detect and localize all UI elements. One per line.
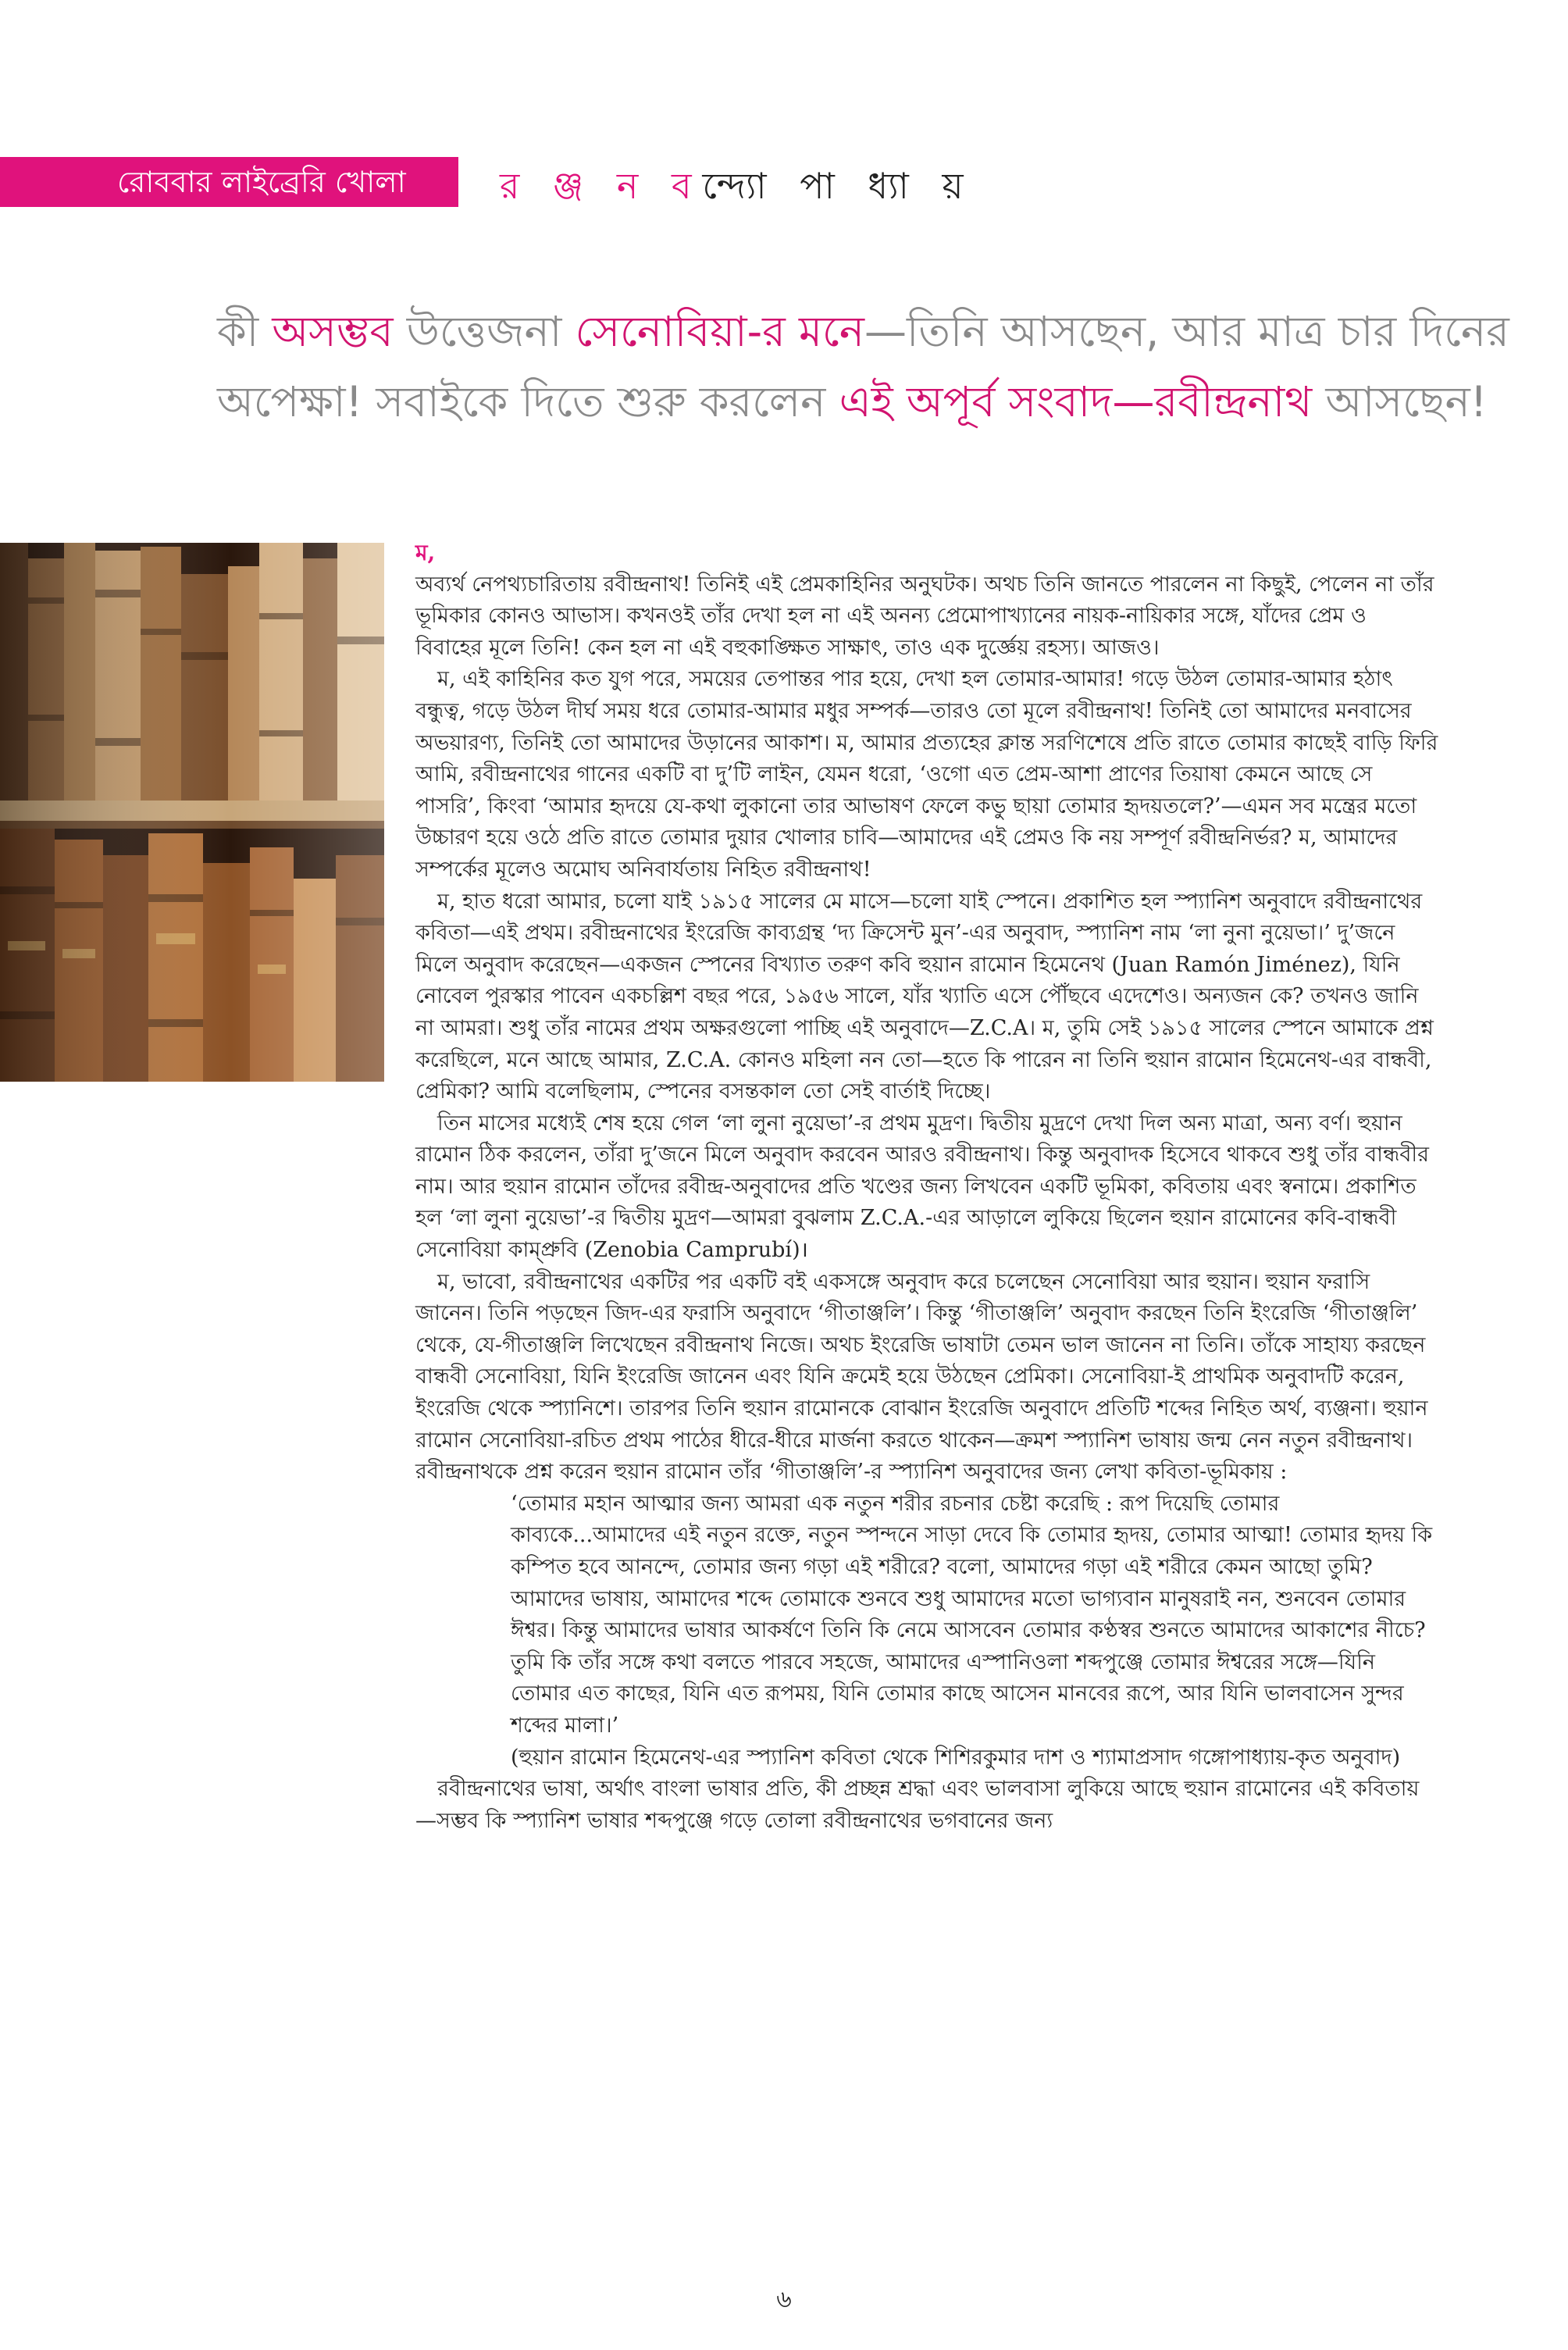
author-name-part1: র ঞ্জ ন — [500, 165, 650, 207]
paragraph: তিন মাসের মধ্যেই শেষ হয়ে গেল ‘লা লুনা নুয়েভা’-র প্রথম মুদ্রণ। দ্বিতীয় মুদ্রণে দেখা দিল অন্য মাত্রা, অন্য বর্ণ। হুয়ান রামোন ঠিক করলেন, তাঁরা দু’জনে মিলে অনুবাদ করবেন আরও রবীন্দ্রনাথ। কিন্তু অনুবাদক হিসেবে থাকবে শুধু তাঁর বান্ধবীর নাম। আর হুয়ান রামোন তাঁদের রবীন্দ্র-অনুবাদের প্রতি খণ্ডের জন্য লিখবেন একটি ভূমিকা, কবিতায় এবং স্বনামে। প্রকাশিত হল ‘লা লুনা নুয়েভা’-র দ্বিতীয় মুদ্রণ—আমরা বুঝলাম Z.C.A.-এর আড়ালে লুকিয়ে ছিলেন হুয়ান রামোনের কবি-বান্ধবী সেনোবিয়া কাম্প্রুবি (Zenobia Camprubí)। — [415, 1111, 1429, 1263]
headline-text: উত্তেজনা — [393, 307, 576, 356]
quote-credit: (হুয়ান রামোন হিমেনেথ-এর স্প্যানিশ কবিতা থেকে শিশিরকুমার দাশ ও শ্যামাপ্রসাদ গঙ্গোপাধ্যায়-কৃত অনুবাদ) — [511, 1745, 1401, 1770]
author-name-part2: ব — [671, 165, 703, 207]
paragraph: ম, ভাবো, রবীন্দ্রনাথের একটির পর একটি বই একসঙ্গে অনুবাদ করে চলেছেন সেনোবিয়া আর হুয়ান। হুয়ান ফরাসি জানেন। তিনি পড়ছেন জিদ-এর ফরাসি অনুবাদে ‘গীতাঞ্জলি’। কিন্তু ‘গীতাঞ্জলি’ অনুবাদ করছেন তিনি ইংরেজি ‘গীতাঞ্জলি’ থেকে, যে-গীতাঞ্জলি লিখেছেন রবীন্দ্রনাথ নিজে। অথচ ইংরেজি ভাষাটা তেমন ভাল জানেন না তিনি। তাঁকে সাহায্য করছেন বান্ধবী সেনোবিয়া, যিনি ইংরেজি জানেন এবং যিনি ক্রমেই হয়ে উঠছেন প্রেমিকা। সেনোবিয়া-ই প্রাথমিক অনুবাদটি করেন, ইংরেজি থেকে স্প্যানিশে। তারপর তিনি হুয়ান রামোনকে বোঝান ইংরেজি অনুবাদে প্রতিটি শব্দের নিহিত অর্থ, ব্যঞ্জনা। হুয়ান রামোন সেনোবিয়া-রচিত প্রথম পাঠের ধীরে-ধীরে মার্জনা করতে থাকেন—ক্রমশ স্প্যানিশ ভাষায় জন্ম নেন নতুন রবীন্দ্রনাথ। — [415, 1269, 1428, 1453]
paragraph: রবীন্দ্রনাথের ভাষা, অর্থাৎ বাংলা ভাষার প্রতি, কী প্রচ্ছন্ন শ্রদ্ধা এবং ভালবাসা লুকিয়ে আছে হুয়ান রামোনের এই কবিতায়—সম্ভব কি স্প্যানিশ ভাষার শব্দপুঞ্জে গড়ে তোলা রবীন্দ্রনাথের ভগবানের জন্য — [415, 1777, 1420, 1833]
headline-highlight: অসম্ভব — [272, 307, 394, 356]
poem-quote: ‘তোমার মহান আত্মার জন্য আমরা এক নতুন শরীর রচনার চেষ্টা করেছি : রূপ দিয়েছি তোমার কাব্যকে...আমাদের এই নতুন রক্তে, নতুন স্পন্দনে সাড়া দেবে কি তোমার হৃদয়, তোমার আত্মা! তোমার হৃদয় কি কম্পিত হবে আনন্দে, তোমার জন্য গড়া এই শরীরে? বলো, আমাদের গড়া এই শরীরে কেমন আছো তুমি? আমাদের ভাষায়, আমাদের শব্দে তোমাকে শুনবে শুধু আমাদের মতো ভাগ্যবান মানুষরাই নন, শুনবেন তোমার ঈশ্বর। কিন্তু আমাদের ভাষার আকর্ষণে তিনি কি নেমে আসবেন তোমার কণ্ঠস্বর শুনতে আমাদের আকাশের নীচে? তুমি কি তাঁর সঙ্গে কথা বলতে পারবে সহজে, আমাদের এস্পানিওলা শব্দপুঞ্জে তোমার ঈশ্বরের সঙ্গে—যিনি তোমার এত কাছের, যিনি এত রূপময়, যিনি তোমার কাছে আসেন মানবের রূপে, আর যিনি ভালবাসেন সুন্দর শব্দের মালা।’ — [511, 1491, 1433, 1738]
headline-highlight: এই অপূর্ব সংবাদ—রবীন্দ্রনাথ — [839, 377, 1313, 426]
old-books-photo — [0, 543, 384, 1082]
salutation: ম, — [415, 540, 436, 565]
paragraph: ম, এই কাহিনির কত যুগ পরে, সময়ের তেপান্তর পার হয়ে, দেখা হল তোমার-আমার! গড়ে উঠল তোমার-আমার হঠাৎ বন্ধুত্ব, গড়ে উঠল দীর্ঘ সময় ধরে তোমার-আমার মধুর সম্পর্ক—তারও তো মূলে রবীন্দ্রনাথ! তিনিই তো আমাদের মনবাসের অভয়ারণ্য, তিনিই তো আমাদের উড়ানের আকাশ। ম, আমার প্রত্যহের ক্লান্ত সরণিশেষে প্রতি রাতে তোমার কাছেই বাড়ি ফিরি আমি, রবীন্দ্রনাথের গানের একটি বা দু’টি লাইন, যেমন ধরো, ‘ওগো এত প্রেম-আশা প্রাণের তিয়াষা কেমনে আছে সে পাসরি’, কিংবা ‘আমার হৃদয়ে যে-কথা লুকানো তার আভাষণ ফেলে কভু ছায়া তোমার হৃদয়তলে?’—এমন সব মন্ত্রের মতো উচ্চারণ হয়ে ওঠে প্রতি রাতে তোমার দুয়ার খোলার চাবি—আমাদের এই প্রেমও কি নয় সম্পূর্ণ রবীন্দ্রনির্ভর? ম, আমাদের সম্পর্কের মূলেও অমোঘ অনিবার্যতায় নিহিত রবীন্দ্রনাথ! — [415, 667, 1438, 882]
headline — [217, 297, 1529, 437]
page-number: ৬ — [776, 2286, 792, 2313]
paragraph: অব্যর্থ নেপথ্যচারিতায় রবীন্দ্রনাথ! তিনিই এই প্রেমকাহিনির অনুঘটক। অথচ তিনি জানতে পারলেন না কিছুই, পেলেন না তাঁর ভূমিকার কোনও আভাস। কখনওই তাঁর দেখা হল না এই অনন্য প্রেমোপাখ্যানের নায়ক-নায়িকার সঙ্গে, যাঁদের প্রেম ও বিবাহের মূলে তিনি! কেন হল না এই বহুকাঙ্ক্ষিত সাক্ষাৎ, তাও এক দুর্জ্ঞেয় রহস্য। আজও। — [415, 572, 1434, 660]
section-label-band — [0, 157, 458, 207]
quote-lead: রবীন্দ্রনাথকে প্রশ্ন করেন হুয়ান রামোন তাঁর ‘গীতাঞ্জলি’-র স্প্যানিশ অনুবাদের জন্য লেখা কবিতা-ভূমিকায় : — [415, 1460, 1288, 1485]
paragraph: ম, হাত ধরো আমার, চলো যাই ১৯১৫ সালের মে মাসে—চলো যাই স্পেনে। প্রকাশিত হল স্প্যানিশ অনুবাদে রবীন্দ্রনাথের কবিতা—এই প্রথম। রবীন্দ্রনাথের ইংরেজি কাব্যগ্রন্থ ‘দ্য ক্রিসেন্ট মুন’-এর অনুবাদ, স্প্যানিশ নাম ‘লা নুনা নুয়েভা।’ দু’জনে মিলে অনুবাদ করেছেন—একজন স্পেনের বিখ্যাত তরুণ কবি হুয়ান রামোন হিমেনেথ (Juan Ramón Jiménez), যিনি নোবেল পুরস্কার পাবেন একচল্লিশ বছর পরে, ১৯৫৬ সালে, যাঁর খ্যাতি এসে পৌঁছবে এদেশেও। অন্যজন কে? তখনও জানি না আমরা। শুধু তাঁর নামের প্রথম অক্ষরগুলো পাচ্ছি এই অনুবাদে—Z.C.A। ম, তুমি সেই ১৯১৫ সালের স্পেনে আমাকে প্রশ্ন করেছিলে, মনে আছে আমার, Z.C.A. কোনও মহিলা নন তো—হতে কি পারেন না তিনি হুয়ান রামোন হিমেনেথ-এর বান্ধবী, প্রেমিকা? আমি বলেছিলাম, স্পেনের বসন্তকাল তো সেই বার্তাই দিচ্ছে। — [415, 889, 1434, 1104]
headline-text: আসছেন! — [1312, 377, 1488, 426]
bookshelf-image — [0, 543, 384, 1082]
section-label: রোববার লাইব্রেরি খোলা — [117, 165, 406, 199]
author-name-part3: ন্দ্যো পা ধ্যা য় — [702, 165, 975, 207]
headline-text: কী — [217, 307, 273, 356]
headline-text: —তিনি আসছেন, আর মাত্র চার দিনের অপেক্ষা! সবাইকে দিতে শুরু করলেন — [217, 307, 1509, 426]
author-name — [500, 164, 975, 208]
article-body — [415, 537, 1438, 1837]
headline-highlight: সেনোবিয়া-র মনে — [575, 307, 864, 356]
